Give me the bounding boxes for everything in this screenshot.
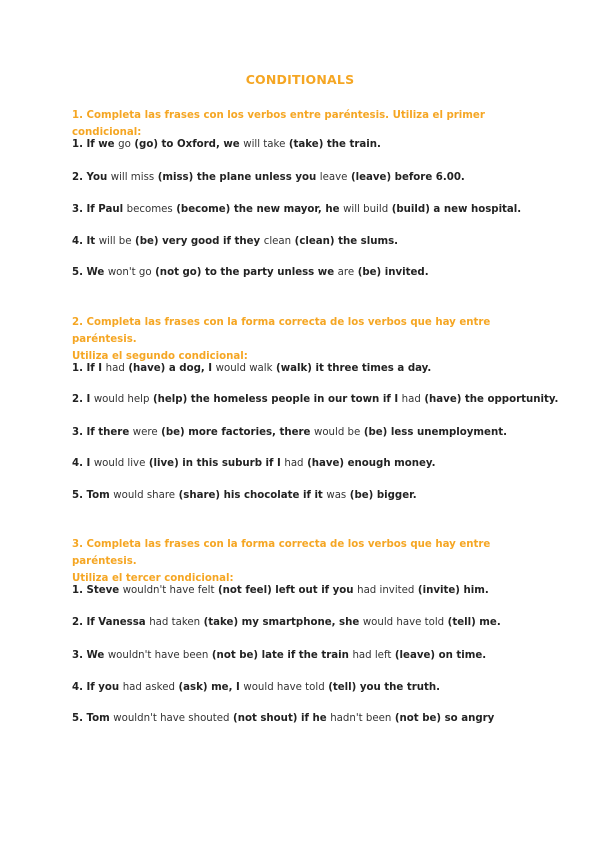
section-1-sentence-4 <box>72 235 542 249</box>
answer-text: would live <box>93 458 146 469</box>
prompt-text: (tell) me. <box>444 617 501 628</box>
answer-text: won't go <box>107 267 152 278</box>
prompt-text: 2. I <box>72 394 94 405</box>
prompt-text: (not be) late if the train <box>208 650 353 661</box>
section-2-sentence-5 <box>72 489 542 503</box>
prompt-text: (be) bigger. <box>346 490 417 501</box>
answer-text: would help <box>93 394 150 405</box>
answer-text: had <box>401 394 421 405</box>
section-3-sentence-3 <box>72 649 542 663</box>
prompt-text: (have) a dog, I <box>124 363 216 374</box>
prompt-text: (walk) it three times a day. <box>272 363 432 374</box>
prompt-text: 3. We <box>72 650 108 661</box>
prompt-text: 5. Tom <box>72 490 114 501</box>
answer-text: had <box>105 363 125 374</box>
prompt-text: (take) my smartphone, she <box>200 617 363 628</box>
section-3-sentence-1 <box>72 584 542 598</box>
prompt-text: (share) his chocolate if it <box>175 490 327 501</box>
prompt-text: (have) the opportunity. <box>420 394 559 405</box>
prompt-text: (be) very good if they <box>131 236 264 247</box>
section-2-sentence-3 <box>72 426 542 440</box>
prompt-text: 4. If you <box>72 682 123 693</box>
section-1-sentence-1 <box>72 138 542 152</box>
answer-text: will take <box>243 139 286 150</box>
prompt-text: 1. Steve <box>72 585 123 596</box>
answer-text: had taken <box>149 617 201 628</box>
answer-text: was <box>326 490 347 501</box>
prompt-text: (not shout) if he <box>229 713 331 724</box>
section-3-heading-line-2: Utiliza el tercer condicional: <box>72 573 234 584</box>
section-1-sentence-5 <box>72 266 542 280</box>
prompt-text: 5. We <box>72 267 108 278</box>
answer-text: had <box>284 458 304 469</box>
prompt-text: 2. You <box>72 172 111 183</box>
answer-text: would walk <box>215 363 273 374</box>
prompt-text: 3. If there <box>72 427 133 438</box>
prompt-text: (be) less unemployment. <box>360 427 507 438</box>
prompt-text: 1. If we <box>72 139 119 150</box>
answer-text: had left <box>352 650 392 661</box>
answer-text: leave <box>319 172 348 183</box>
answer-text: were <box>132 427 158 438</box>
section-3-heading-line-1: 3. Completa las frases con la forma correcta de los verbos que hay entre paréntesis. <box>72 539 491 567</box>
prompt-text: 4. I <box>72 458 94 469</box>
prompt-text: (miss) the plane unless you <box>154 172 320 183</box>
answer-text: wouldn't have been <box>107 650 209 661</box>
prompt-text: (have) enough money. <box>303 458 436 469</box>
answer-text: would be <box>313 427 361 438</box>
section-2-heading-line-1: 2. Completa las frases con la forma correcta de los verbos que hay entre paréntesis. <box>72 317 491 345</box>
prompt-text: (not go) to the party unless we <box>151 267 338 278</box>
prompt-text: (be) invited. <box>354 267 429 278</box>
page-title: CONDITIONALS <box>245 72 355 87</box>
prompt-text: (tell) you the truth. <box>324 682 441 693</box>
section-1-sentence-2 <box>72 171 542 185</box>
prompt-text: (not feel) left out if you <box>214 585 358 596</box>
answer-text: wouldn't have shouted <box>113 713 230 724</box>
section-2-sentence-4 <box>72 457 542 471</box>
prompt-text: (go) to Oxford, we <box>130 139 244 150</box>
prompt-text: (invite) him. <box>414 585 489 596</box>
prompt-text: 2. If Vanessa <box>72 617 150 628</box>
section-2-sentence-1 <box>72 362 542 376</box>
section-2-heading-line-2: Utiliza el segundo condicional: <box>72 351 248 362</box>
answer-text: will be <box>98 236 132 247</box>
answer-text: will miss <box>110 172 155 183</box>
answer-text: wouldn't have felt <box>122 585 215 596</box>
answer-text: would have told <box>362 617 445 628</box>
section-3-sentence-5 <box>72 712 542 726</box>
prompt-text: (take) the train. <box>285 139 381 150</box>
prompt-text: (help) the homeless people in our town if I <box>149 394 402 405</box>
answer-text: would share <box>113 490 176 501</box>
section-2-sentence-2 <box>72 393 559 407</box>
prompt-text: (not be) so angry <box>391 713 495 724</box>
answer-text: becomes <box>126 204 173 215</box>
prompt-text: 5. Tom <box>72 713 114 724</box>
prompt-text: (clean) the slums. <box>291 236 399 247</box>
section-2-heading <box>72 314 542 365</box>
section-3-sentence-4 <box>72 681 542 695</box>
answer-text: had asked <box>122 682 175 693</box>
answer-text: are <box>337 267 355 278</box>
answer-text: had invited <box>357 585 415 596</box>
prompt-text: (build) a new hospital. <box>388 204 522 215</box>
answer-text: go <box>118 139 131 150</box>
answer-text: will build <box>343 204 389 215</box>
section-1-sentence-3 <box>72 203 542 217</box>
answer-text: would have told <box>243 682 325 693</box>
section-3-heading <box>72 536 542 587</box>
prompt-text: 1. If I <box>72 363 106 374</box>
prompt-text: 3. If Paul <box>72 204 127 215</box>
prompt-text: (leave) before 6.00. <box>347 172 465 183</box>
answer-text: hadn't been <box>330 713 392 724</box>
answer-text: clean <box>263 236 292 247</box>
section-1-heading: 1. Completa las frases con los verbos entre paréntesis. Utiliza el primer condicional: <box>72 110 485 138</box>
prompt-text: (be) more factories, there <box>157 427 314 438</box>
section-3-sentence-2 <box>72 616 542 630</box>
prompt-text: (become) the new mayor, he <box>172 204 344 215</box>
prompt-text: (ask) me, I <box>174 682 244 693</box>
prompt-text: (live) in this suburb if I <box>145 458 285 469</box>
prompt-text: (leave) on time. <box>391 650 487 661</box>
prompt-text: 4. It <box>72 236 99 247</box>
